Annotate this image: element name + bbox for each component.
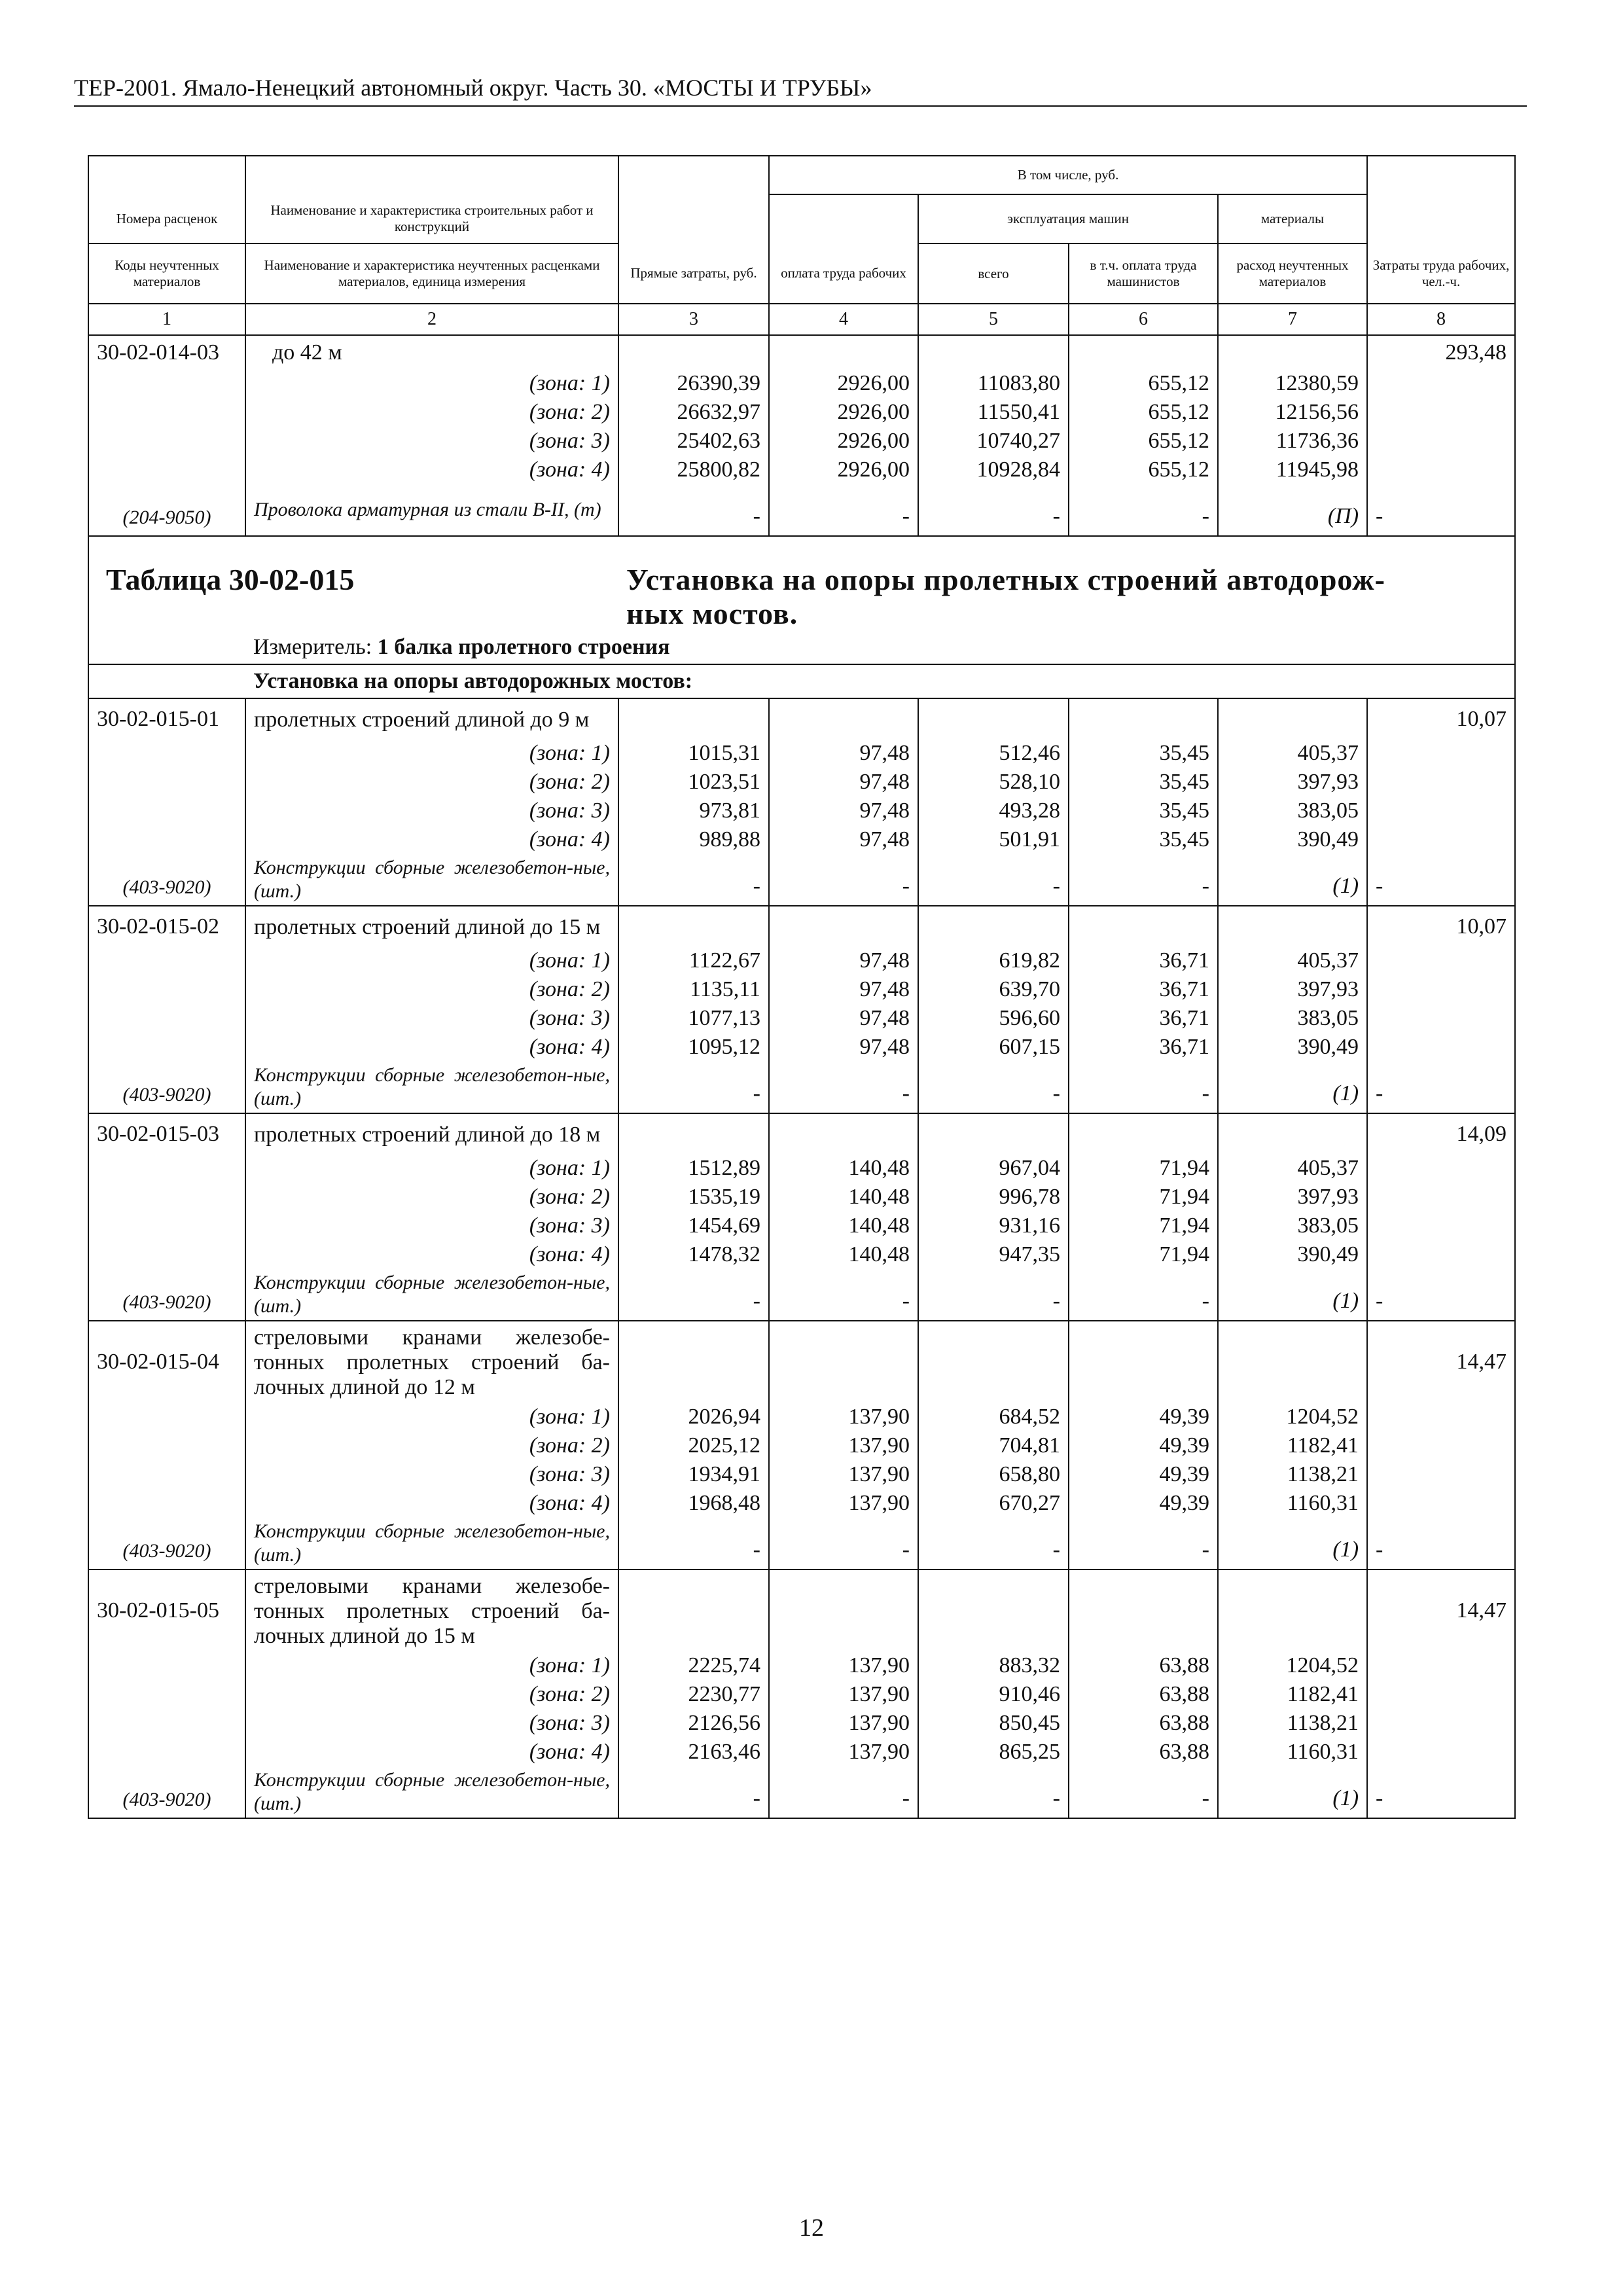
dash: -	[618, 1518, 769, 1570]
labor-cost: 293,48	[1367, 335, 1515, 369]
rates-table	[88, 155, 1516, 1819]
machines-total: 967,04	[918, 1154, 1069, 1183]
page-header-title: ТЕР-2001. Ямало-Ненецкий автономный округ. Часть 30. «МОСТЫ И ТРУБЫ»	[74, 75, 872, 101]
machines-total: 704,81	[918, 1431, 1069, 1460]
col-number: 7	[1218, 304, 1367, 335]
dash: -	[769, 1767, 918, 1818]
col-number: 1	[88, 304, 245, 335]
dash: -	[1069, 1062, 1218, 1113]
col-number: 4	[769, 304, 918, 335]
zone-label: (зона: 4)	[245, 1738, 618, 1767]
dash: -	[618, 1062, 769, 1113]
labor-pay: 2926,00	[769, 427, 918, 456]
direct-cost: 1023,51	[618, 768, 769, 797]
header-mat-codes: Коды неучтенных материалов	[88, 243, 245, 304]
direct-cost: 1934,91	[618, 1460, 769, 1489]
zone-label: (зона: 4)	[245, 1240, 618, 1269]
direct-cost: 2230,77	[618, 1680, 769, 1709]
labor-pay: 97,48	[769, 1004, 918, 1033]
machines-total: 11083,80	[918, 369, 1069, 398]
machines-total: 512,46	[918, 739, 1069, 768]
material-name: Проволока арматурная из стали В-II, (т)	[245, 484, 618, 536]
zone-label: (зона: 3)	[245, 1211, 618, 1240]
direct-cost: 2225,74	[618, 1651, 769, 1680]
labor-pay: 97,48	[769, 975, 918, 1004]
materials-cost: 1138,21	[1218, 1709, 1367, 1738]
operators-pay: 36,71	[1069, 975, 1218, 1004]
machines-total: 10740,27	[918, 427, 1069, 456]
material-code: (403-9020)	[88, 1269, 245, 1321]
materials-cost: 1160,31	[1218, 1738, 1367, 1767]
direct-cost: 2126,56	[618, 1709, 769, 1738]
labor-pay: 97,48	[769, 797, 918, 825]
materials-cost: 390,49	[1218, 1033, 1367, 1062]
zone-label: (зона: 2)	[245, 398, 618, 427]
material-code: (403-9020)	[88, 1767, 245, 1818]
materials-cost: 11736,36	[1218, 427, 1367, 456]
zone-label: (зона: 3)	[245, 1709, 618, 1738]
zone-label: (зона: 4)	[245, 825, 618, 854]
operators-pay: 71,94	[1069, 1154, 1218, 1183]
dash: -	[918, 1062, 1069, 1113]
labor-pay: 137,90	[769, 1680, 918, 1709]
direct-cost: 1122,67	[618, 946, 769, 975]
materials-cost: 405,37	[1218, 739, 1367, 768]
direct-cost: 1478,32	[618, 1240, 769, 1269]
rate-code: 30-02-015-05	[88, 1570, 245, 1651]
direct-cost: 26632,97	[618, 398, 769, 427]
operators-pay: 36,71	[1069, 1033, 1218, 1062]
direct-cost: 1454,69	[618, 1211, 769, 1240]
dash: -	[769, 1062, 918, 1113]
page-number: 12	[799, 2214, 824, 2242]
machines-total: 11550,41	[918, 398, 1069, 427]
materials-cost: 405,37	[1218, 1154, 1367, 1183]
labor-cost: 14,09	[1367, 1113, 1515, 1154]
direct-cost: 2163,46	[618, 1738, 769, 1767]
meter-label: Измеритель:	[253, 635, 372, 659]
machines-total: 658,80	[918, 1460, 1069, 1489]
machines-total: 596,60	[918, 1004, 1069, 1033]
operators-pay: 71,94	[1069, 1183, 1218, 1211]
machines-total: 865,25	[918, 1738, 1069, 1767]
work-name: пролетных строений длиной до 18 м	[245, 1113, 618, 1154]
operators-pay: 35,45	[1069, 768, 1218, 797]
material-code: (403-9020)	[88, 1518, 245, 1570]
material-name: Конструкции сборные железобетон-ные, (шт.)	[245, 1518, 618, 1570]
direct-cost: 26390,39	[618, 369, 769, 398]
materials-cost: 1182,41	[1218, 1680, 1367, 1709]
dash: -	[769, 484, 918, 536]
operators-pay: 36,71	[1069, 946, 1218, 975]
machines-total: 910,46	[918, 1680, 1069, 1709]
machines-total: 528,10	[918, 768, 1069, 797]
labor-pay: 137,90	[769, 1709, 918, 1738]
labor-pay: 137,90	[769, 1460, 918, 1489]
operators-pay: 63,88	[1069, 1680, 1218, 1709]
labor-cost: 14,47	[1367, 1321, 1515, 1403]
header-rule	[74, 105, 1527, 107]
rate-code: 30-02-014-03	[88, 335, 245, 369]
labor-pay: 137,90	[769, 1489, 918, 1518]
col-number: 5	[918, 304, 1069, 335]
zone-label: (зона: 4)	[245, 1489, 618, 1518]
direct-cost: 973,81	[618, 797, 769, 825]
zone-label: (зона: 1)	[245, 1403, 618, 1431]
direct-cost: 1077,13	[618, 1004, 769, 1033]
materials-cost: 397,93	[1218, 975, 1367, 1004]
zone-label: (зона: 1)	[245, 739, 618, 768]
col-number: 6	[1069, 304, 1218, 335]
material-qty: (1)	[1218, 1062, 1367, 1113]
operators-pay: 36,71	[1069, 1004, 1218, 1033]
material-name: Конструкции сборные железобетон-ные, (шт.)	[245, 1767, 618, 1818]
direct-cost: 25402,63	[618, 427, 769, 456]
machines-total: 619,82	[918, 946, 1069, 975]
work-name: пролетных строений длиной до 9 м	[245, 698, 618, 739]
header-rate-no: Номера расценок	[88, 194, 245, 243]
materials-cost: 1160,31	[1218, 1489, 1367, 1518]
materials-cost: 383,05	[1218, 797, 1367, 825]
dash: -	[769, 854, 918, 906]
zone-label: (зона: 3)	[245, 1004, 618, 1033]
zone-label: (зона: 2)	[245, 1680, 618, 1709]
header-machines-total: всего	[918, 243, 1069, 304]
labor-pay: 97,48	[769, 739, 918, 768]
material-name: Конструкции сборные железобетон-ные, (шт.)	[245, 1062, 618, 1113]
work-name: до 42 м	[245, 335, 618, 369]
dash: -	[918, 1269, 1069, 1321]
zone-label: (зона: 3)	[245, 1460, 618, 1489]
zone-label: (зона: 4)	[245, 1033, 618, 1062]
labor-pay: 97,48	[769, 1033, 918, 1062]
machines-total: 850,45	[918, 1709, 1069, 1738]
operators-pay: 63,88	[1069, 1651, 1218, 1680]
dash: -	[618, 484, 769, 536]
materials-cost: 12380,59	[1218, 369, 1367, 398]
zone-label: (зона: 2)	[245, 1183, 618, 1211]
machines-total: 947,35	[918, 1240, 1069, 1269]
machines-total: 639,70	[918, 975, 1069, 1004]
material-name: Конструкции сборные железобетон-ные, (шт.)	[245, 854, 618, 906]
machines-total: 931,16	[918, 1211, 1069, 1240]
table-meter	[245, 631, 1515, 664]
machines-total: 10928,84	[918, 456, 1069, 484]
direct-cost: 1135,11	[618, 975, 769, 1004]
labor-pay: 137,90	[769, 1431, 918, 1460]
operators-pay: 49,39	[1069, 1489, 1218, 1518]
header-labor-cost: Затраты труда рабочих, чел.-ч.	[1367, 243, 1515, 304]
labor-pay: 2926,00	[769, 456, 918, 484]
material-qty: (1)	[1218, 1767, 1367, 1818]
material-qty: (1)	[1218, 854, 1367, 906]
labor-cost: 10,07	[1367, 906, 1515, 946]
operators-pay: 655,12	[1069, 369, 1218, 398]
header-mat-name: Наименование и характеристика неучтенных расценками материалов, единица измерения	[245, 243, 618, 304]
rate-code: 30-02-015-01	[88, 698, 245, 739]
header-machines: эксплуатация машин	[918, 194, 1218, 243]
col-number: 3	[618, 304, 769, 335]
zone-label: (зона: 3)	[245, 427, 618, 456]
dash: -	[1069, 854, 1218, 906]
work-name: пролетных строений длиной до 15 м	[245, 906, 618, 946]
labor-pay: 97,48	[769, 946, 918, 975]
header-in-total: В том числе, руб.	[769, 156, 1367, 194]
material-name: Конструкции сборные железобетон-ные, (шт.)	[245, 1269, 618, 1321]
operators-pay: 49,39	[1069, 1431, 1218, 1460]
materials-cost: 390,49	[1218, 1240, 1367, 1269]
material-code: (403-9020)	[88, 1062, 245, 1113]
header-materials: материалы	[1218, 194, 1367, 243]
operators-pay: 655,12	[1069, 427, 1218, 456]
direct-cost: 1535,19	[618, 1183, 769, 1211]
direct-cost: 2025,12	[618, 1431, 769, 1460]
machines-total: 493,28	[918, 797, 1069, 825]
machines-total: 684,52	[918, 1403, 1069, 1431]
dash: -	[618, 854, 769, 906]
labor-cost: 14,47	[1367, 1570, 1515, 1651]
dash: -	[618, 1269, 769, 1321]
direct-cost: 1095,12	[618, 1033, 769, 1062]
operators-pay: 35,45	[1069, 825, 1218, 854]
operators-pay: 63,88	[1069, 1709, 1218, 1738]
material-code: (403-9020)	[88, 854, 245, 906]
direct-cost: 2026,94	[618, 1403, 769, 1431]
labor-pay: 140,48	[769, 1183, 918, 1211]
dash: -	[769, 1269, 918, 1321]
operators-pay: 71,94	[1069, 1240, 1218, 1269]
col-number: 2	[245, 304, 618, 335]
operators-pay: 655,12	[1069, 398, 1218, 427]
material-qty: (1)	[1218, 1518, 1367, 1570]
labor-pay: 2926,00	[769, 369, 918, 398]
direct-cost: 1968,48	[618, 1489, 769, 1518]
operators-pay: 49,39	[1069, 1460, 1218, 1489]
machines-total: 501,91	[918, 825, 1069, 854]
zone-label: (зона: 2)	[245, 1431, 618, 1460]
rate-code: 30-02-015-02	[88, 906, 245, 946]
meter-value: 1 балка пролетного строения	[377, 635, 670, 659]
dash: -	[1069, 484, 1218, 536]
materials-cost: 1138,21	[1218, 1460, 1367, 1489]
labor-pay: 140,48	[769, 1240, 918, 1269]
materials-cost: 390,49	[1218, 825, 1367, 854]
labor-pay: 140,48	[769, 1211, 918, 1240]
zone-label: (зона: 1)	[245, 1154, 618, 1183]
zone-label: (зона: 1)	[245, 369, 618, 398]
col-number: 8	[1367, 304, 1515, 335]
materials-cost: 383,05	[1218, 1004, 1367, 1033]
labor-pay: 97,48	[769, 768, 918, 797]
machines-total: 883,32	[918, 1651, 1069, 1680]
materials-cost: 11945,98	[1218, 456, 1367, 484]
header-labor-pay: оплата труда рабочих	[769, 243, 918, 304]
rate-code: 30-02-015-04	[88, 1321, 245, 1403]
header-direct-costs: Прямые затраты, руб.	[618, 243, 769, 304]
rate-code: 30-02-015-03	[88, 1113, 245, 1154]
direct-cost: 1015,31	[618, 739, 769, 768]
header-unaccounted-materials: расход неучтенных материалов	[1218, 243, 1367, 304]
zone-label: (зона: 2)	[245, 768, 618, 797]
dash: -	[1367, 854, 1515, 906]
dash: -	[918, 854, 1069, 906]
material-qty: (1)	[1218, 1269, 1367, 1321]
dash: -	[1367, 484, 1515, 536]
labor-pay: 137,90	[769, 1738, 918, 1767]
machines-total: 670,27	[918, 1489, 1069, 1518]
table-label: Таблица 30-02-015	[106, 563, 355, 596]
materials-cost: 383,05	[1218, 1211, 1367, 1240]
dash: -	[918, 484, 1069, 536]
header-operators-pay: в т.ч. оплата труда машинистов	[1069, 243, 1218, 304]
labor-pay: 140,48	[769, 1154, 918, 1183]
dash: -	[1367, 1518, 1515, 1570]
operators-pay: 63,88	[1069, 1738, 1218, 1767]
zone-label: (зона: 1)	[245, 946, 618, 975]
table-name: Установка на опоры пролетных строений автодорож-ных мостов.	[626, 563, 1385, 630]
operators-pay: 655,12	[1069, 456, 1218, 484]
direct-cost: 1512,89	[618, 1154, 769, 1183]
machines-total: 607,15	[918, 1033, 1069, 1062]
dash: -	[618, 1767, 769, 1818]
materials-cost: 1204,52	[1218, 1403, 1367, 1431]
operators-pay: 35,45	[1069, 797, 1218, 825]
direct-cost: 989,88	[618, 825, 769, 854]
operators-pay: 71,94	[1069, 1211, 1218, 1240]
zone-label: (зона: 3)	[245, 797, 618, 825]
dash: -	[1069, 1269, 1218, 1321]
zone-label: (зона: 4)	[245, 456, 618, 484]
work-name: стреловыми кранами железобе-тонных пролетных строений ба-лочных длиной до 12 м	[245, 1321, 618, 1403]
materials-cost: 1182,41	[1218, 1431, 1367, 1460]
zone-label: (зона: 1)	[245, 1651, 618, 1680]
labor-pay: 137,90	[769, 1651, 918, 1680]
materials-cost: 12156,56	[1218, 398, 1367, 427]
materials-cost: 397,93	[1218, 768, 1367, 797]
machines-total: 996,78	[918, 1183, 1069, 1211]
dash: -	[918, 1518, 1069, 1570]
work-name: стреловыми кранами железобе-тонных пролетных строений ба-лочных длиной до 15 м	[245, 1570, 618, 1651]
material-qty: (П)	[1218, 484, 1367, 536]
zone-label: (зона: 2)	[245, 975, 618, 1004]
operators-pay: 49,39	[1069, 1403, 1218, 1431]
material-code: (204-9050)	[88, 484, 245, 536]
dash: -	[1367, 1767, 1515, 1818]
section-subheading: Установка на опоры автодорожных мостов:	[245, 664, 1515, 698]
direct-cost: 25800,82	[618, 456, 769, 484]
dash: -	[1367, 1062, 1515, 1113]
dash: -	[1367, 1269, 1515, 1321]
dash: -	[1069, 1518, 1218, 1570]
labor-pay: 2926,00	[769, 398, 918, 427]
dash: -	[769, 1518, 918, 1570]
materials-cost: 1204,52	[1218, 1651, 1367, 1680]
operators-pay: 35,45	[1069, 739, 1218, 768]
dash: -	[918, 1767, 1069, 1818]
labor-pay: 97,48	[769, 825, 918, 854]
materials-cost: 405,37	[1218, 946, 1367, 975]
labor-pay: 137,90	[769, 1403, 918, 1431]
materials-cost: 397,93	[1218, 1183, 1367, 1211]
labor-cost: 10,07	[1367, 698, 1515, 739]
dash: -	[1069, 1767, 1218, 1818]
header-name: Наименование и характеристика строительных работ и конструкций	[245, 194, 618, 243]
